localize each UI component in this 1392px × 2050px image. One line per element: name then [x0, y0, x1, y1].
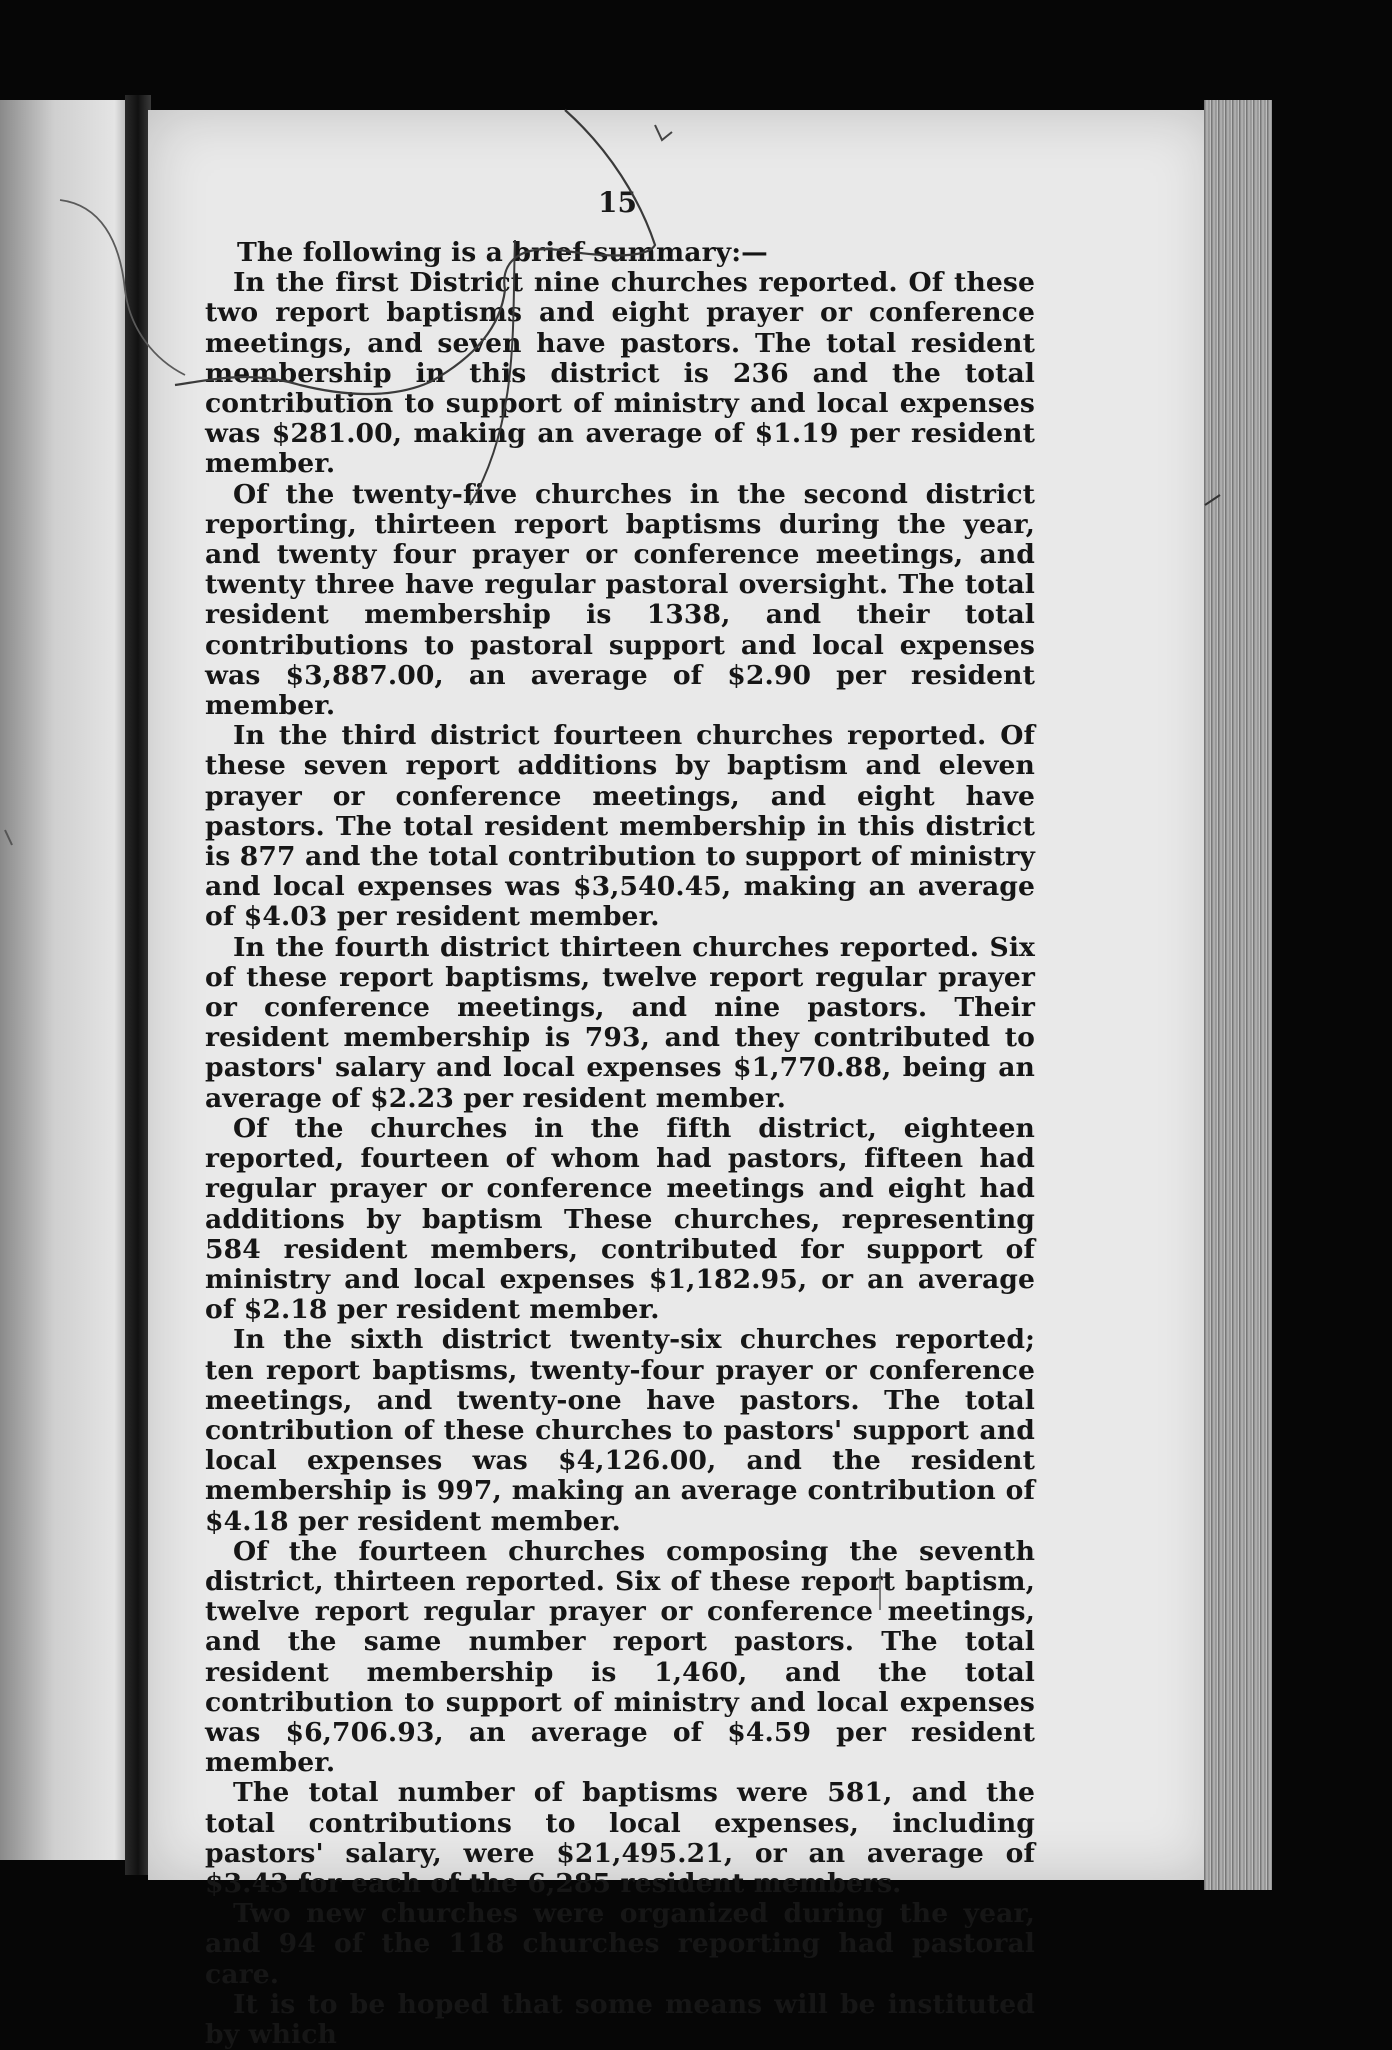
page-text — [205, 182, 1035, 2050]
page-number: 15 — [598, 186, 637, 219]
paragraph-summary-intro: The following is a brief summary:— — [237, 237, 768, 268]
paragraph-totals: The total number of baptisms were 581, and the total contributions to local expenses, including pastors' salary, were $21,495.21, or an average of $3.43 for each of the 6,285 resident members. — [205, 1777, 1035, 1899]
paragraph-new-churches: Two new churches were organized during the year, and 94 of the 118 churches reporting had pastoral care. — [205, 1898, 1035, 1990]
paragraph-district-3: In the third district fourteen churches reported. Of these seven report additions by baptism and eleven prayer or conference meetings, and eight have pastors. The total resident membership in this district is 877 and the total contribution to support of ministry and local expenses was $3,540.45, making an average of $4.03 per resident member. — [205, 720, 1035, 933]
left-facing-page — [0, 100, 135, 1860]
paragraph-district-4: In the fourth district thirteen churches reported. Six of these report baptisms, twelve report regular prayer or conference meetings, and nine pastors. Their resident membership is 793, and they contributed to pastors' salary and local expenses $1,770.88, being an average of $2.23 per resident member. — [205, 931, 1035, 1114]
paragraph-district-2: Of the twenty-five churches in the second district reporting, thirteen report baptisms during the year, and twenty four prayer or conference meetings, and twenty three have regular pastoral oversight. The total resident membership is 1338, and their total contributions to pastoral support and local expenses was $3,887.00, an average of $2.90 per resident member. — [205, 478, 1035, 722]
page-edges — [1204, 100, 1272, 1890]
paragraph-district-6: In the sixth district twenty-six churches reported; ten report baptisms, twenty-four prayer or conference meetings, and twenty-one have pastors. The total contribution of these churches to pastors' support and local expenses was $4,126.00, and the resident membership is 997, making an average contribution of $4.18 per resident member. — [205, 1324, 1035, 1537]
paragraph-district-7: Of the fourteen churches composing the seventh district, thirteen reported. Six of these report baptism, twelve report regular prayer or conference meetings, and the same number report pastors. The total resident membership is 1,460, and the total contribution to support of ministry and local expenses was $6,706.93, an average of $4.59 per resident member. — [205, 1535, 1035, 1779]
paragraph-district-1: In the first District nine churches reported. Of these two report baptisms and eight prayer or conference meetings, and seven have pastors. The total resident membership in this district is 236 and the total contribution to support of ministry and local expenses was $281.00, making an average of $1.19 per resident member. — [205, 267, 1035, 480]
paragraph-district-5: Of the churches in the fifth district, eighteen reported, fourteen of whom had pastors, fifteen had regular prayer or conference meetings and eight had additions by baptism These churches, representing 584 resident members, contributed for support of ministry and local expenses $1,182.95, or an average of $2.18 per resident member. — [205, 1112, 1035, 1326]
paragraph-closing: It is to be hoped that some means will be instituted by which — [205, 1988, 1035, 2050]
